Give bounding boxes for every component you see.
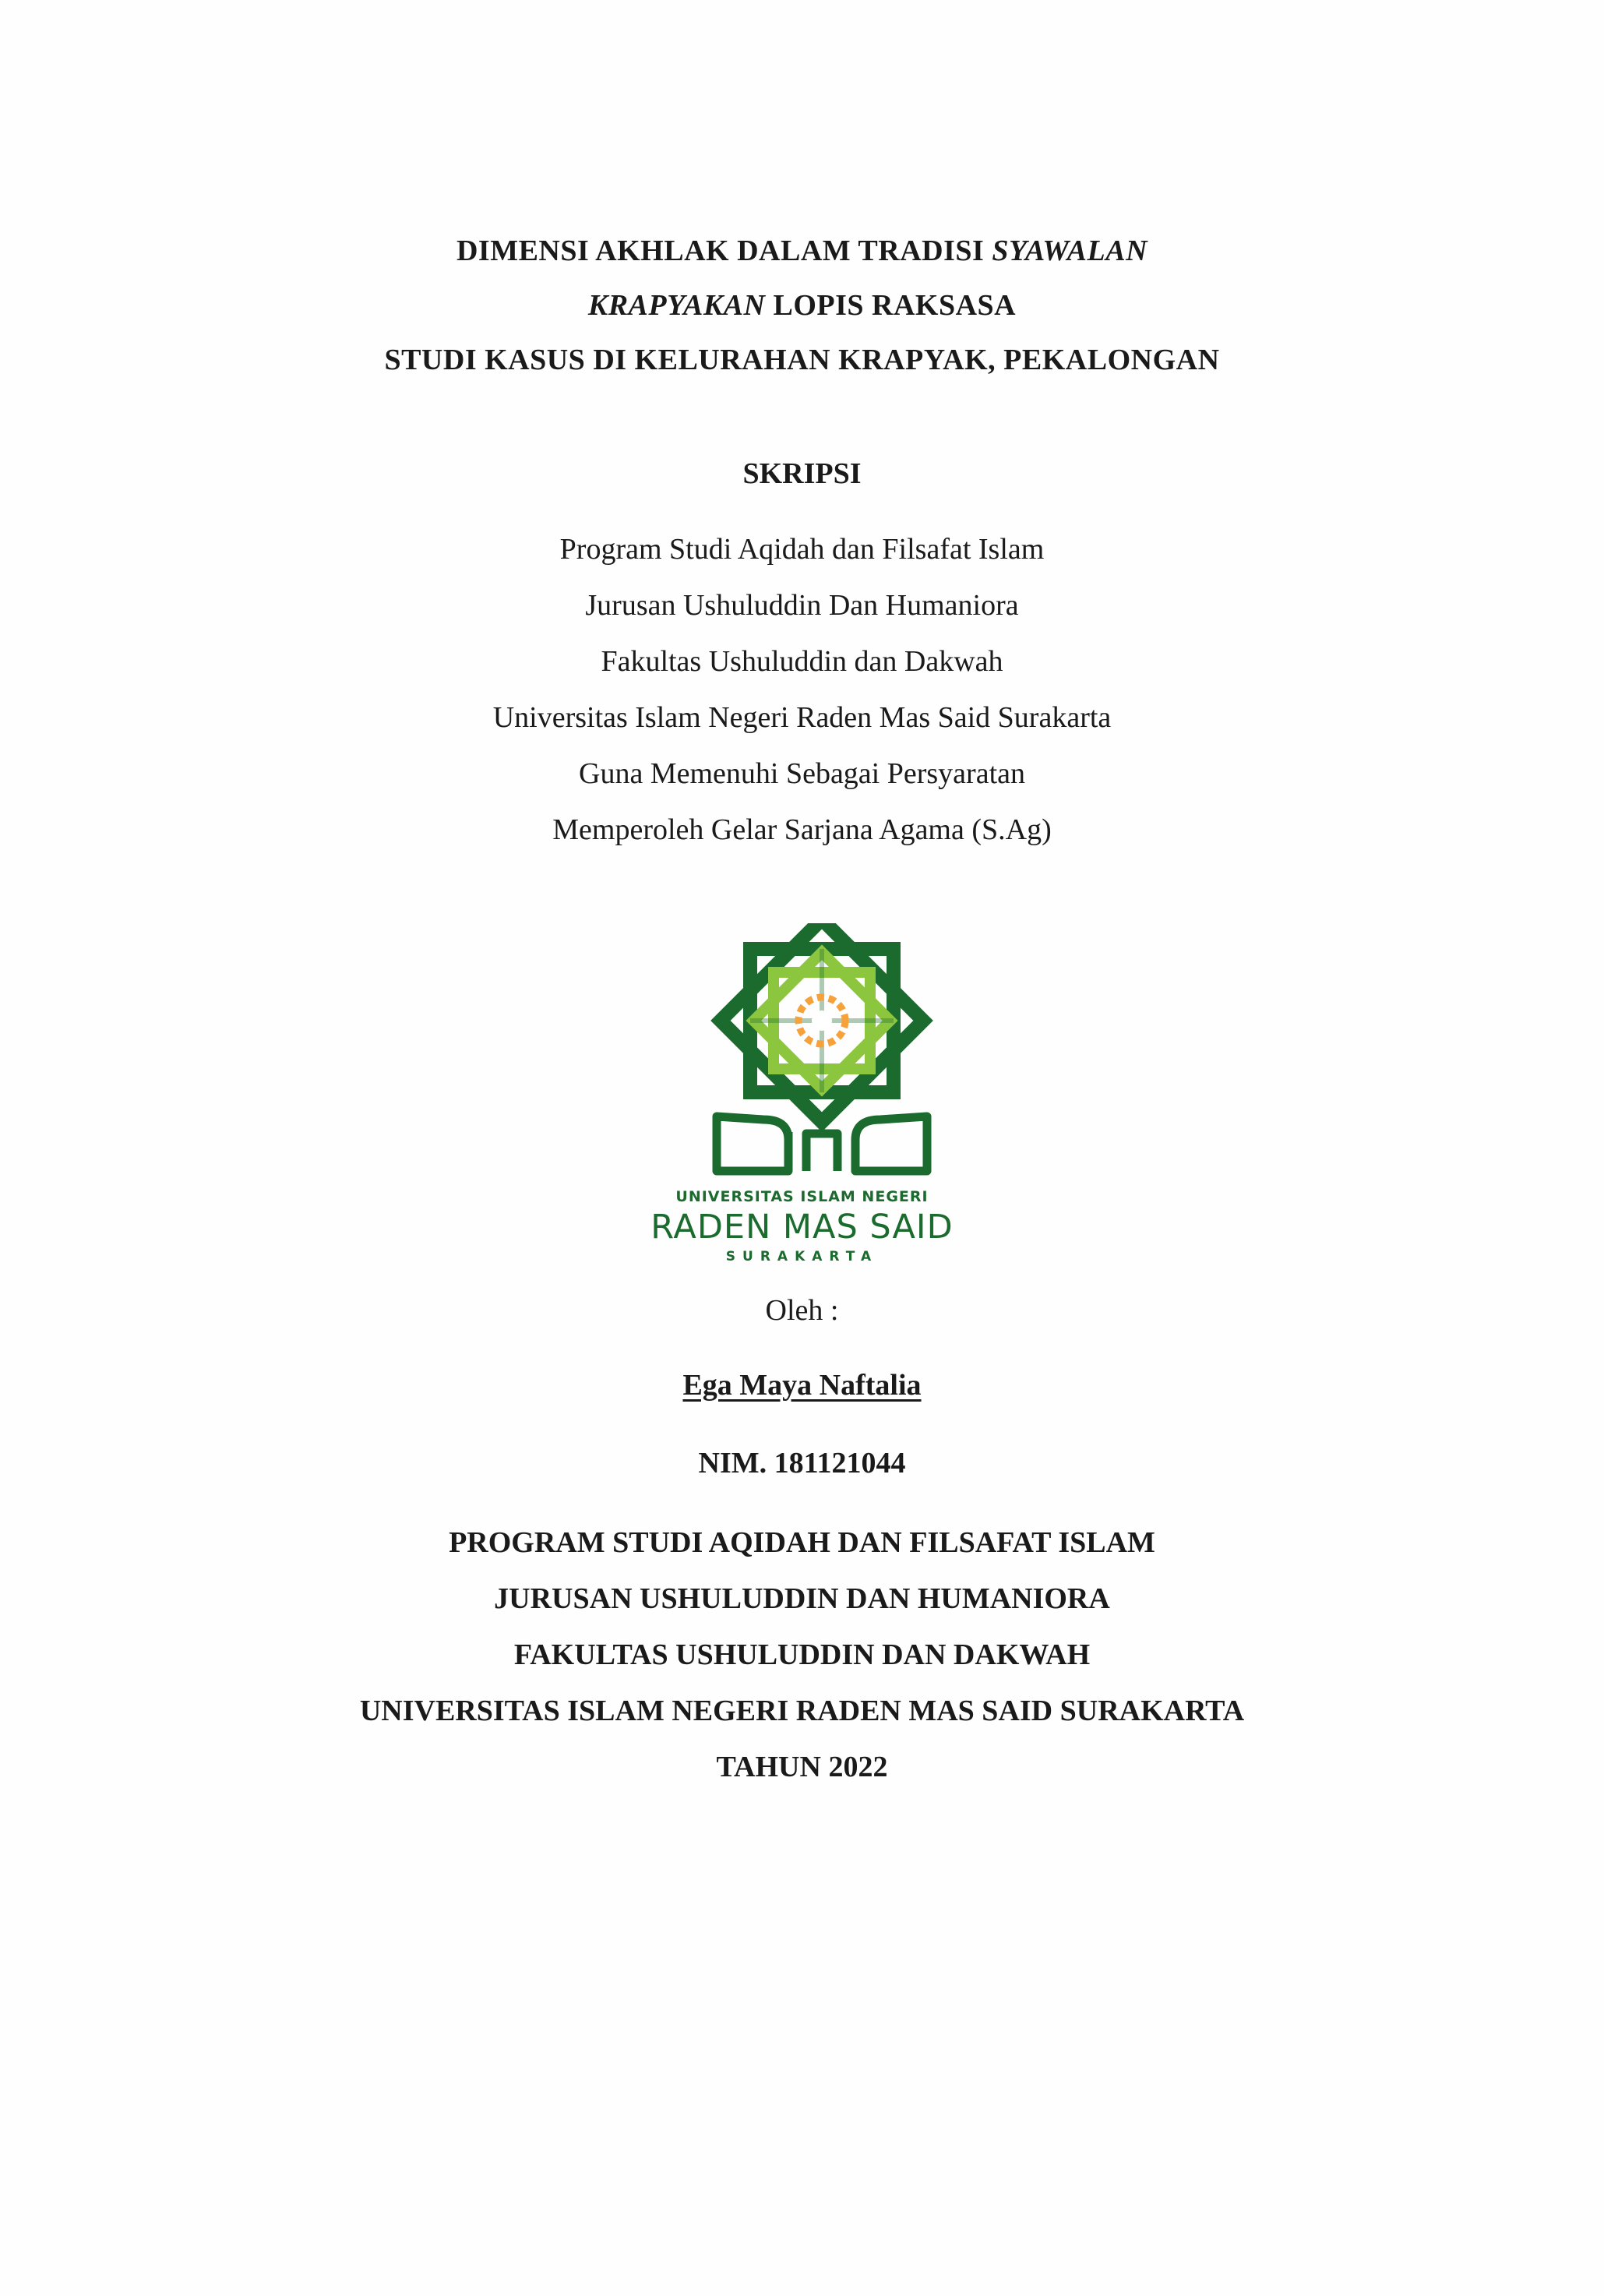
subtitle-line: Guna Memenuhi Sebagai Persyaratan [579, 757, 1025, 790]
logo-name: RADEN MAS SAID [650, 1208, 954, 1247]
student-id: NIM. 181121044 [698, 1447, 906, 1480]
title-line-1 [0, 234, 1604, 268]
title-line-2 [0, 288, 1604, 323]
subtitle-line: Program Studi Aqidah dan Filsafat Islam [559, 533, 1045, 566]
title-line-3: STUDI KASUS DI KELURAHAN KRAPYAK, PEKALONGAN [384, 344, 1220, 376]
doc-type: SKRIPSI [742, 457, 862, 490]
footer-line: FAKULTAS USHULUDDIN DAN DAKWAH [513, 1638, 1091, 1671]
logo-university-label: UNIVERSITAS ISLAM NEGERI [675, 1188, 929, 1205]
by-label: Oleh : [765, 1294, 839, 1327]
logo-city: SURAKARTA [725, 1249, 879, 1264]
title-line-2-text: LOPIS RAKSASA [765, 289, 1017, 322]
subtitle-line: Universitas Islam Negeri Raden Mas Said Surakarta [492, 701, 1112, 734]
footer-line: JURUSAN USHULUDDIN DAN HUMANIORA [494, 1582, 1110, 1615]
author-line [0, 1368, 1604, 1402]
footer-line: UNIVERSITAS ISLAM NEGERI RADEN MAS SAID SURAKARTA [359, 1695, 1245, 1727]
university-logo [686, 923, 958, 1180]
footer-line: PROGRAM STUDI AQIDAH DAN FILSAFAT ISLAM [449, 1526, 1155, 1559]
author-name: Ega Maya Naftalia [682, 1369, 922, 1402]
title-line-1-text: DIMENSI AKHLAK DALAM TRADISI [456, 235, 992, 267]
subtitle-line: Jurusan Ushuluddin Dan Humaniora [585, 589, 1019, 622]
title-line-2-italic: KRAPYAKAN [587, 289, 766, 322]
subtitle-line: Fakultas Ushuluddin dan Dakwah [601, 645, 1003, 678]
footer-year: TAHUN 2022 [716, 1751, 888, 1783]
title-line-1-italic: SYAWALAN [992, 235, 1148, 267]
subtitle-line: Memperoleh Gelar Sarjana Agama (S.Ag) [552, 813, 1052, 846]
